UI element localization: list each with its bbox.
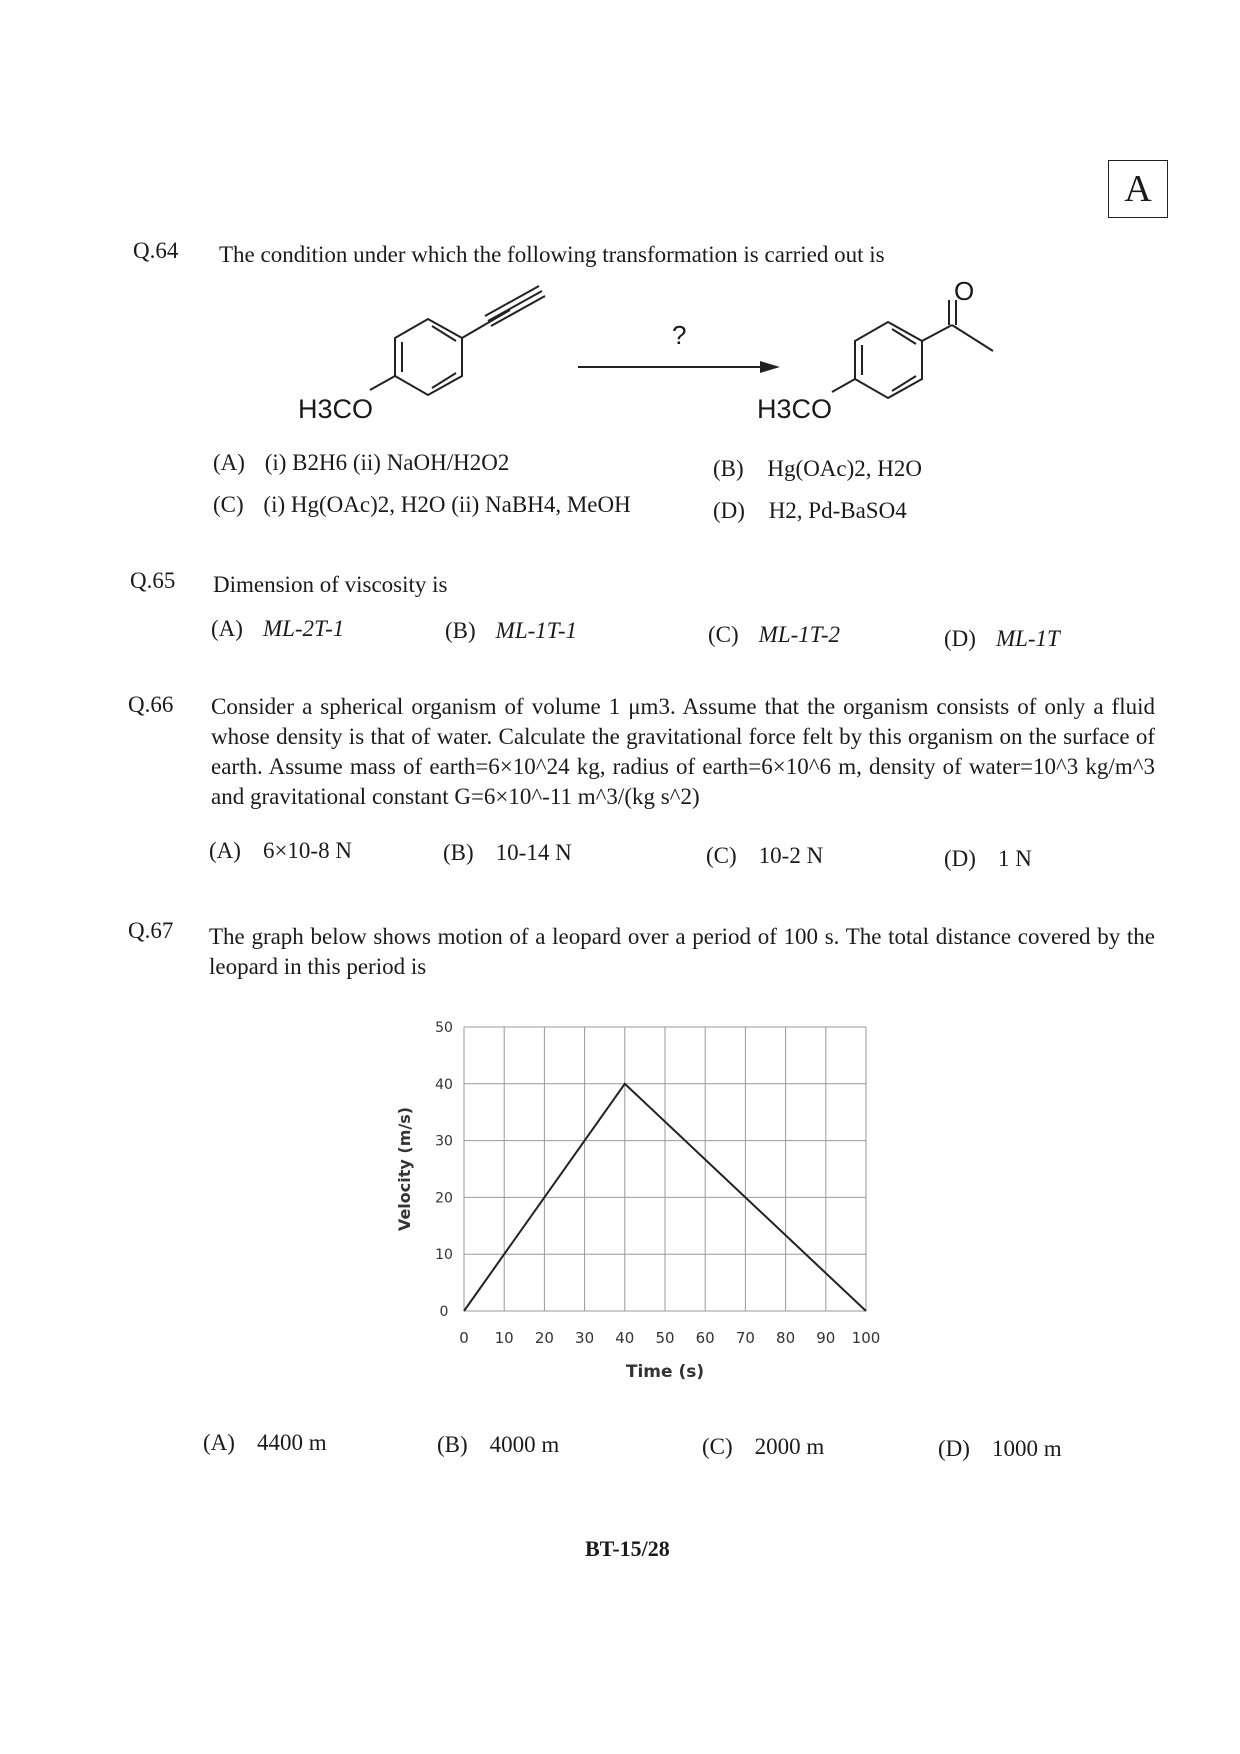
q66-number: Q.66: [128, 692, 174, 717]
q67-option-b: (B) 4000 m: [437, 1432, 560, 1457]
q65-option-a: (A) ML-2T-1: [211, 616, 345, 641]
x-tick-label: 100: [851, 1329, 881, 1347]
q67-option-c: (C) 2000 m: [702, 1434, 825, 1459]
q64-text: The condition under which the following transformation is carried out is: [219, 242, 885, 267]
option-label: (C): [213, 492, 244, 517]
x-tick-label: 90: [816, 1329, 836, 1347]
x-tick-label: 10: [494, 1329, 514, 1347]
q64-option-c: [213, 490, 631, 520]
reactant-benzene-ring: [395, 319, 462, 395]
velocity-time-chart: [380, 1000, 900, 1400]
option-text: Hg(OAc)2, H2O: [767, 456, 922, 481]
q66-option-a: (A) 6×10-8 N: [209, 838, 352, 863]
q66-text: Consider a spherical organism of volume 1 μm3. Assume that the organism consists of only a fluid whose density is that of water. Calculate the gravitational force felt by this organism on the surface of earth. Assume mass of earth=6×10^24 kg, radius of earth=6×10^6 m, density of water=10^3 kg/m^3 and gravitational constant G=6×10^-11 m^3/(kg s^2): [211, 694, 1155, 809]
option-label: (B): [713, 456, 744, 481]
paper-set-box: [1108, 160, 1168, 218]
product-methoxy-label: H3CO: [757, 394, 833, 424]
option-text: H2, Pd-BaSO4: [768, 498, 907, 523]
x-tick-label: 20: [534, 1329, 554, 1347]
q65-option-c: (C) ML-1T-2: [708, 622, 841, 647]
option-label: (D): [713, 498, 745, 523]
y-tick-label: 40: [435, 1076, 453, 1093]
q64-option-b: [713, 454, 922, 484]
x-tick-label: 40: [615, 1329, 635, 1347]
reaction-arrow: [578, 361, 780, 373]
option-text: (i) Hg(OAc)2, H2O (ii) NaBH4, MeOH: [263, 492, 631, 517]
y-tick-labels: [435, 1020, 453, 1320]
y-tick-label: 10: [435, 1247, 453, 1264]
x-tick-label: 80: [776, 1329, 796, 1347]
q66-option-b: (B) 10-14 N: [443, 840, 572, 865]
option-label: (A): [213, 450, 245, 475]
q64-option-d: [713, 496, 907, 526]
reaction-arrow-label: ?: [672, 320, 687, 350]
x-tick-label: 60: [695, 1329, 715, 1347]
option-text: (i) B2H6 (ii) NaOH/H2O2: [264, 450, 510, 475]
q65-option-b: (B) ML-1T-1: [445, 618, 578, 643]
y-tick-label: 0: [439, 1304, 449, 1320]
product-oxygen-label: O: [954, 276, 975, 306]
x-tick-labels: [459, 1329, 880, 1347]
x-tick-label: 30: [575, 1329, 595, 1347]
y-tick-label: 20: [435, 1190, 453, 1207]
acetyl-group: [922, 300, 993, 351]
q64-number: Q.64: [133, 238, 179, 263]
y-axis-label: Velocity (m/s): [395, 1106, 414, 1232]
y-tick-label: 30: [435, 1133, 453, 1150]
x-tick-label: 70: [735, 1329, 755, 1347]
page-footer: BT-15/28: [585, 1536, 670, 1561]
x-tick-label: 0: [459, 1329, 469, 1347]
alkyne-group: [462, 286, 545, 338]
product-benzene-ring: [855, 322, 922, 398]
reactant-methoxy-label: H3CO: [298, 394, 374, 424]
q65-option-d: (D) ML-1T: [944, 626, 1060, 651]
q66-option-d: (D) 1 N: [944, 846, 1032, 871]
y-tick-label: 50: [435, 1020, 453, 1036]
q64-reaction-scheme: [280, 275, 1020, 435]
chart-grid: [464, 1027, 866, 1311]
q65-text: Dimension of viscosity is: [213, 572, 448, 597]
q65-number: Q.65: [130, 568, 176, 593]
x-tick-label: 50: [655, 1329, 675, 1347]
q64-option-a: [213, 448, 509, 478]
q67-number: Q.67: [128, 918, 174, 943]
q67-option-a: (A) 4400 m: [203, 1430, 327, 1455]
x-axis-label: Time (s): [625, 1362, 705, 1382]
paper-set-label: A: [1124, 168, 1152, 210]
q67-option-d: (D) 1000 m: [938, 1436, 1062, 1461]
q66-option-c: (C) 10-2 N: [706, 843, 824, 868]
q67-text: The graph below shows motion of a leopard over a period of 100 s. The total distance covered by the leopard in this period is: [209, 924, 1155, 979]
